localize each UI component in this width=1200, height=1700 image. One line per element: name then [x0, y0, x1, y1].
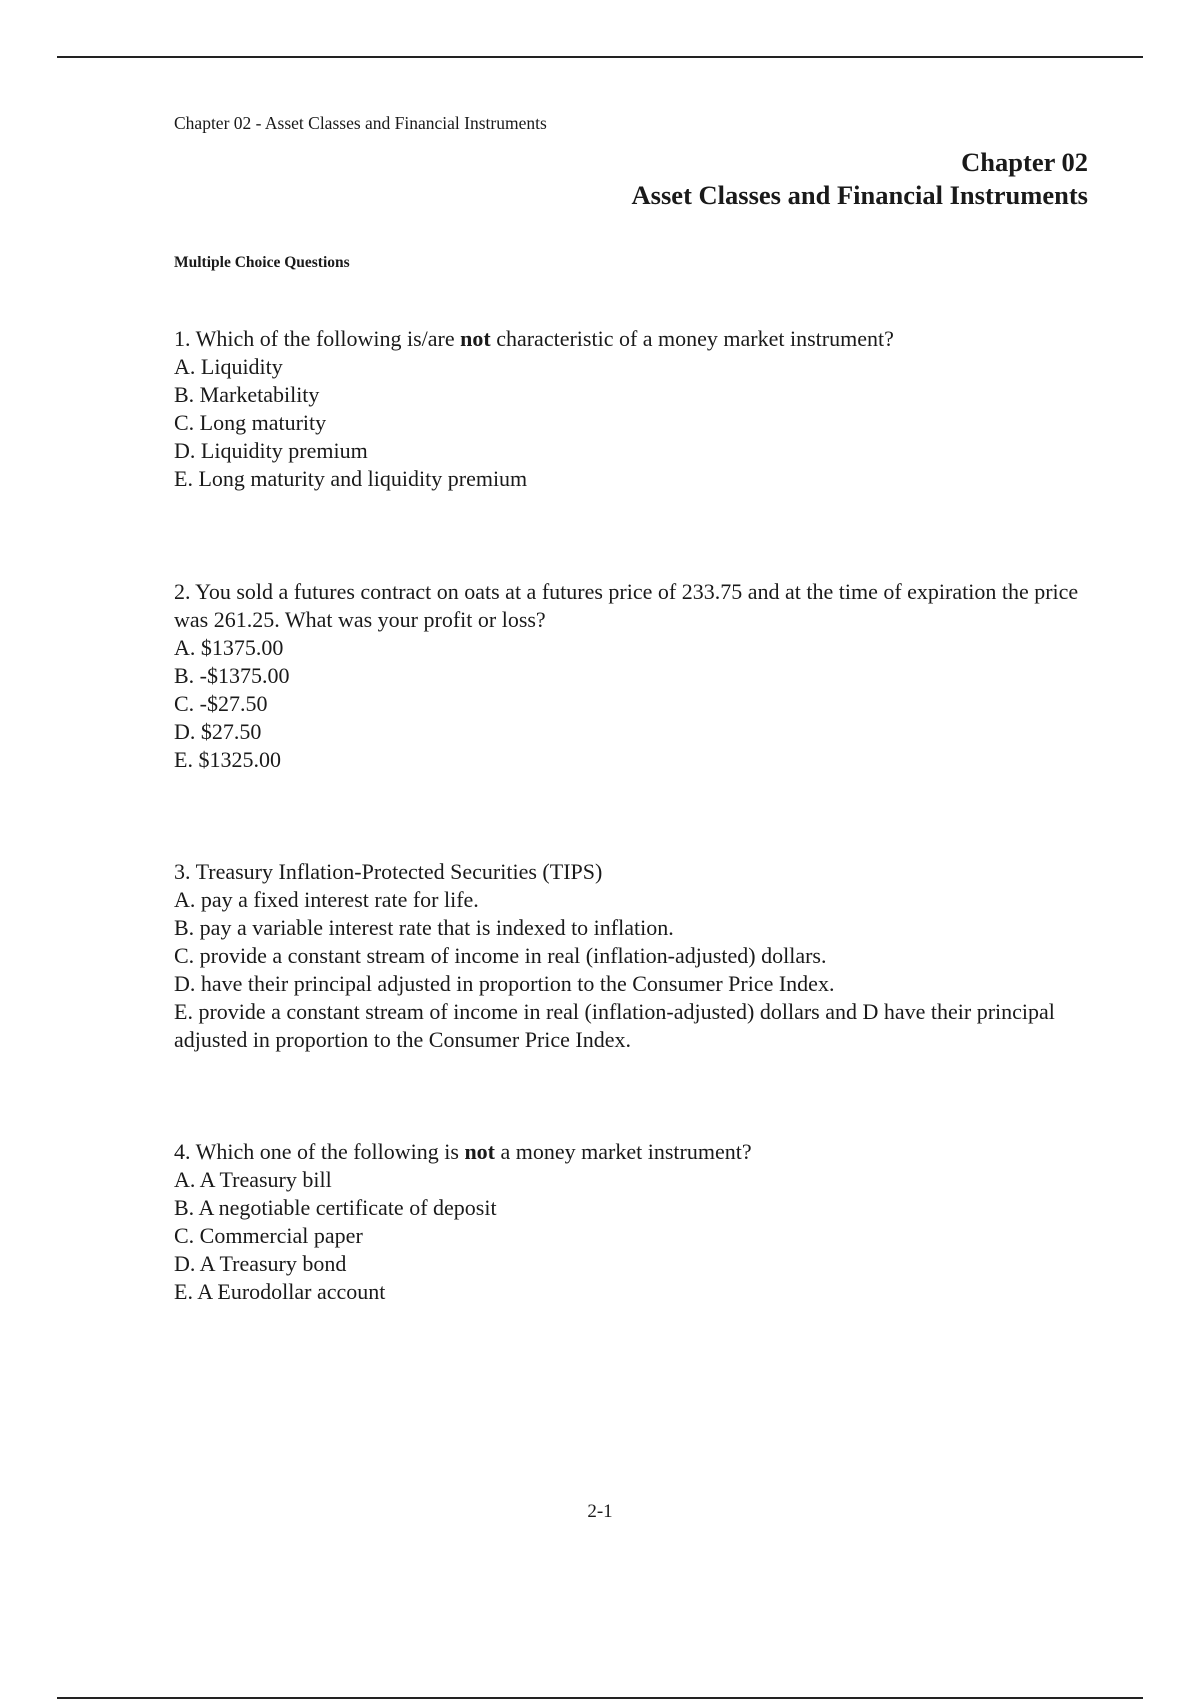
- top-rule: [57, 56, 1143, 58]
- section-heading: Multiple Choice Questions: [174, 254, 350, 271]
- emphasis: not: [460, 326, 491, 351]
- emphasis: not: [464, 1139, 495, 1164]
- question-1: [174, 325, 1089, 493]
- question-stem: 2. You sold a futures contract on oats at a futures price of 233.75 and at the time of expiration the price was 261.25. What was your profit or loss?: [174, 579, 1079, 632]
- answer-option: C. Commercial paper: [174, 1223, 363, 1248]
- answer-option: E. $1325.00: [174, 747, 281, 772]
- answer-option: A. $1375.00: [174, 635, 284, 660]
- chapter-number: Chapter 02: [961, 147, 1088, 177]
- answer-option: A. A Treasury bill: [174, 1167, 332, 1192]
- answer-option: B. Marketability: [174, 382, 320, 407]
- answer-option: E. A Eurodollar account: [174, 1279, 386, 1304]
- question-2: [174, 578, 1089, 774]
- answer-option: D. Liquidity premium: [174, 438, 368, 463]
- page-number: 2-1: [587, 1501, 613, 1522]
- bottom-rule: [57, 1697, 1143, 1699]
- answer-option: E. provide a constant stream of income in real (inflation-adjusted) dollars and D have their principal adjusted in proportion to the Consumer Price Index.: [174, 999, 1055, 1052]
- question-3: [174, 858, 1089, 1054]
- answer-option: B. pay a variable interest rate that is indexed to inflation.: [174, 915, 674, 940]
- running-header: Chapter 02 - Asset Classes and Financial Instruments: [174, 113, 547, 133]
- answer-option: B. -$1375.00: [174, 663, 290, 688]
- answer-option: B. A negotiable certificate of deposit: [174, 1195, 497, 1220]
- question-stem: 1. Which of the following is/are not characteristic of a money market instrument?: [174, 326, 894, 351]
- answer-option: C. -$27.50: [174, 691, 268, 716]
- answer-option: A. Liquidity: [174, 354, 283, 379]
- question-stem: 4. Which one of the following is not a money market instrument?: [174, 1139, 752, 1164]
- question-4: [174, 1138, 1089, 1306]
- answer-option: D. A Treasury bond: [174, 1251, 347, 1276]
- answer-option: E. Long maturity and liquidity premium: [174, 466, 528, 491]
- answer-option: D. $27.50: [174, 719, 262, 744]
- chapter-name: Asset Classes and Financial Instruments: [631, 180, 1088, 210]
- answer-option: C. provide a constant stream of income in real (inflation-adjusted) dollars.: [174, 943, 827, 968]
- answer-option: D. have their principal adjusted in proportion to the Consumer Price Index.: [174, 971, 835, 996]
- question-stem: 3. Treasury Inflation-Protected Securities (TIPS): [174, 859, 603, 884]
- chapter-title: [632, 146, 1088, 212]
- answer-option: A. pay a fixed interest rate for life.: [174, 887, 479, 912]
- answer-option: C. Long maturity: [174, 410, 327, 435]
